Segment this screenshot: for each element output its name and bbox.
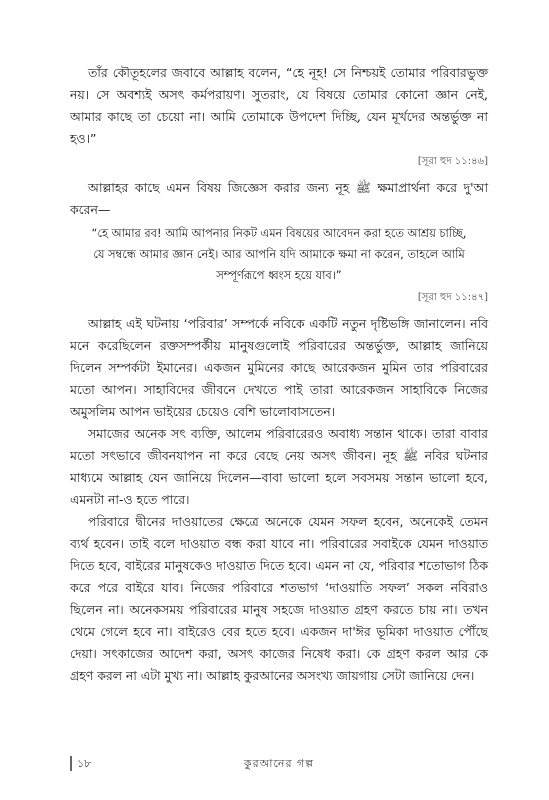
book-title: কুরআনের গল্প xyxy=(243,757,315,770)
page-body xyxy=(70,62,488,687)
page-number: ১৮ xyxy=(77,757,92,770)
paragraph-2: আল্লাহর কাছে এমন বিষয় জিজ্ঞেস করার জন্য নূহ ﷺ ক্ষমাপ্রার্থনা করে দু'আ করেন— xyxy=(70,180,488,217)
page-footer xyxy=(70,754,488,774)
verse-reference-2: [সূরা হুদ ১১:৪৭] xyxy=(417,292,488,303)
paragraph-3: আল্লাহ এই ঘটনায় ‘পরিবার’ সম্পর্কে নবিকে একটি নতুন দৃষ্টিভঙ্গি জানালেন। নবি মনে করেছিলেন রক্তসম্পর্কীয় মানুষগুলোই পরিবারের অন্তর্ভুক্ত, আল্লাহ জানিয়ে দিলেন সম্পর্কটা ইমানের। একজন মুমিনের কাছে আরেকজন মুমিন তার পরিবারের মতো আপন। সাহাবিদের জীবনে দেখতে পাই তারা আরেকজন সাহাবিকে নিজের অমুসলিম আপন ভাইয়ের চেয়েও বেশি ভালোবাসতেন। xyxy=(70,316,488,419)
verse-reference-1: [সূরা হুদ ১১:৪৬] xyxy=(417,156,488,167)
dua-quote: “হে আমার রব! আমি আপনার নিকট এমন বিষয়ের আবেদন করা হতে আশ্রয় চাচ্ছি, যে সম্বন্ধে আমার জ্ঞান নেই। আর আপনি যদি আমাকে ক্ষমা না করেন, তাহলে আমি সম্পূর্ণরূপে ধ্বংস হয়ে যাব।” xyxy=(91,226,467,282)
paragraph-5: পরিবারে দ্বীনের দাওয়াতের ক্ষেত্রে অনেকে যেমন সফল হবেন, অনেকেই তেমন ব্যর্থ হবেন। তাই বলে দাওয়াত বন্ধ করা যাবে না। পরিবারের সবাইকে যেমন দাওয়াত দিতে হবে, বাইরের মানুষকেও দাওয়াত দিতে হবে। এমন না যে, পরিবার শতোভাগ ঠিক করে পরে বাইরে যাব। নিজের পরিবারে শতভাগ ‘দাওয়াতি সফল’ সকল নবিরাও ছিলেন না। অনেকসময় পরিবারের মানুষ সহজে দাওয়াত গ্রহণ করতে চায় না। তখন থেমে গেলে হবে না। বাইরেও বের হতে হবে। একজন দা'ঈর ভূমিকা দাওয়াত পৌঁছে দেয়া। সৎকাজের আদেশ করা, অসৎ কাজের নিষেধ করা। কে গ্রহণ করল আর কে গ্রহণ করল না এটা মুখ্য না। আল্লাহ কুরআনের অসংখ্য জায়গায় সেটা জানিয়ে দেন। xyxy=(70,514,488,683)
paragraph-1: তাঁর কৌতূহলের জবাবে আল্লাহ বলেন, “হে নূহ! সে নিশ্চয়ই তোমার পরিবারভুক্ত নয়। সে অবশ্যই অসৎ কর্মপরায়ণ। সুতরাং, যে বিষয়ে তোমার কোনো জ্ঞান নেই, আমার কাছে তা চেয়ো না। আমি তোমাকে উপদেশ দিচ্ছি, যেন মূর্খদের অন্তর্ভুক্ত না হও।” xyxy=(70,65,488,146)
paragraph-4: সমাজের অনেক সৎ ব্যক্তি, আলেম পরিবারেরও অবাধ্য সন্তান থাকে। তারা বাবার মতো সৎভাবে জীবনযাপন না করে বেছে নেয় অসৎ জীবন। নূহ ﷺ নবির ঘটনার মাধ্যমে আল্লাহ যেন জানিয়ে দিলেন—বাবা ভালো হলে সবসময় সন্তান ভালো হবে, এমনটা না-ও হতে পারে। xyxy=(70,426,488,507)
